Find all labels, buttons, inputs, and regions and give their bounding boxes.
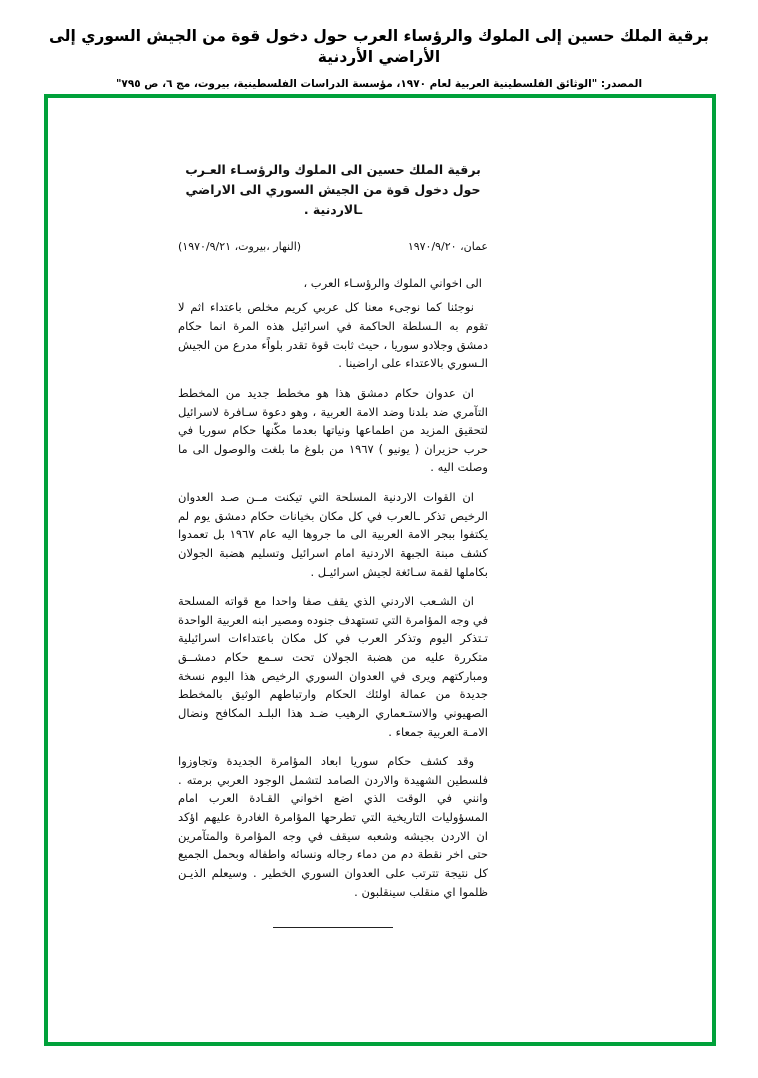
scanned-document-page [48,98,712,1042]
body-paragraph-2: ان عدوان حكام دمشق هذا هو مخطط جديد من المخطط التآمري ضد بلدنا وضد الامة العربية ، وهو دعوة سـافرة لاسرائيل لتحقيق المزيد من اطماعها ونياتها بعدما مكّنها حكام سوريا في حرب حزيران ( يونيو ) ١٩٦٧ من بلوغ ما بلغت والوصول الى ما وصلت اليه . [178,385,488,475]
body-paragraph-3: ان القوات الاردنية المسلحة التي تيكنت مــن صـد العدوان الرخيص تذكر ـالعرب في كل مكان بخيانات حكام دمشق يوم لم يكتفوا ببجر الامة العربية الى ما جروها اليه عام ١٩٦٧ بل تعمدوا كشف مبنة الجبهة الاردنية امام اسرائيل وتسليم هضبة الجولان بكاملها لقمة سـائغة لجيش اسرائيـل . [178,490,488,579]
document-text-column [178,160,488,928]
body-paragraph-4: ان الشـعب الاردني الذي يقف صفا واحدا مع قواته المسلحة في وجه المؤامرة التي تستهدف جنوده ومصير ابنه العربية الواحدة تـتذكر اليوم وتذكر العرب في كل مكان باعتداءات اسرائيلية متكررة عليه من هضبة الجولان تحت سـمع حكام دمشــق ومباركتهم ويرى في العدوان السوري الرخيص هذا اليوم نسخة جديدة من عمالة اولئك الحكام وارتباطهم الوثيق بالمخطط الصهيوني والاستـعماري الرهيب ضـد هذا البلـد المكافح ونضال الامـة العربية جمعاء . [178,594,488,739]
page-header [0,0,758,91]
scanned-document-frame [44,94,716,1046]
salutation: الى اخواني الملوك والرؤسـاء العرب ، [303,275,482,290]
end-of-document-rule [273,927,393,928]
source-citation: المصدر: "الوثائق الفلسطينية العربية لعام ١٩٧٠، مؤسسة الدراسات الفلسطينية، بيروت، مج ٦، ص ٧٩٥" [115,77,643,90]
dateline-publication: (النهار ،بيروت، ١٩٧٠/٩/٢١) [178,240,302,253]
body-paragraph-1: نوجئنا كما نوجىء معنا كل عربي كريم مخلص باعتداء اثم لا تقوم به الـسلطة الحاكمة في اسرائيل هذه المرة انما حكام دمشق وجلادو سوريا ، حيث ثابت قوة تقدر بلواًء مدرع من الجيش الـسوري بالاعتداء على اراضينا . [178,300,488,371]
dateline-place-date: عمان، ١٩٧٠/٩/٢٠ [407,240,488,253]
document-heading: برقية الملك حسين الى الملوك والرؤسـاء العـرب حول دخول قوة من الجيش السوري الى الاراضي ـالاردنية . [185,162,481,217]
body-paragraph-5: وقد كشف حكام سوريا ابعاد المؤامرة الجديدة وتجاوزوا فلسطين الشهيدة والاردن الصامد لتشمل الوجود العربي برمته . وانني في الوقت الذي اضع اخواني القـادة العرب امام المسؤوليات التاريخية التي تطرحها المؤامرة الغادرة عليهم اؤكد ان الاردن بجيشه وشعبه سيقف في وجه المؤامرة والمتآمرين حتى اخر نقطة دم من دماء رجاله ونسائه واطفاله وبحمل الجميع كل نتيجة تترتب على العدوان السوري الخطير . وسيعلم الذيـن ظلموا اي منقلب سينقلبون . [178,754,488,899]
page-title: برقية الملك حسين إلى الملوك والرؤساء العرب حول دخول قوة من الجيش السوري إلى الأراضي الأردنية [48,27,709,66]
dateline [178,238,488,256]
